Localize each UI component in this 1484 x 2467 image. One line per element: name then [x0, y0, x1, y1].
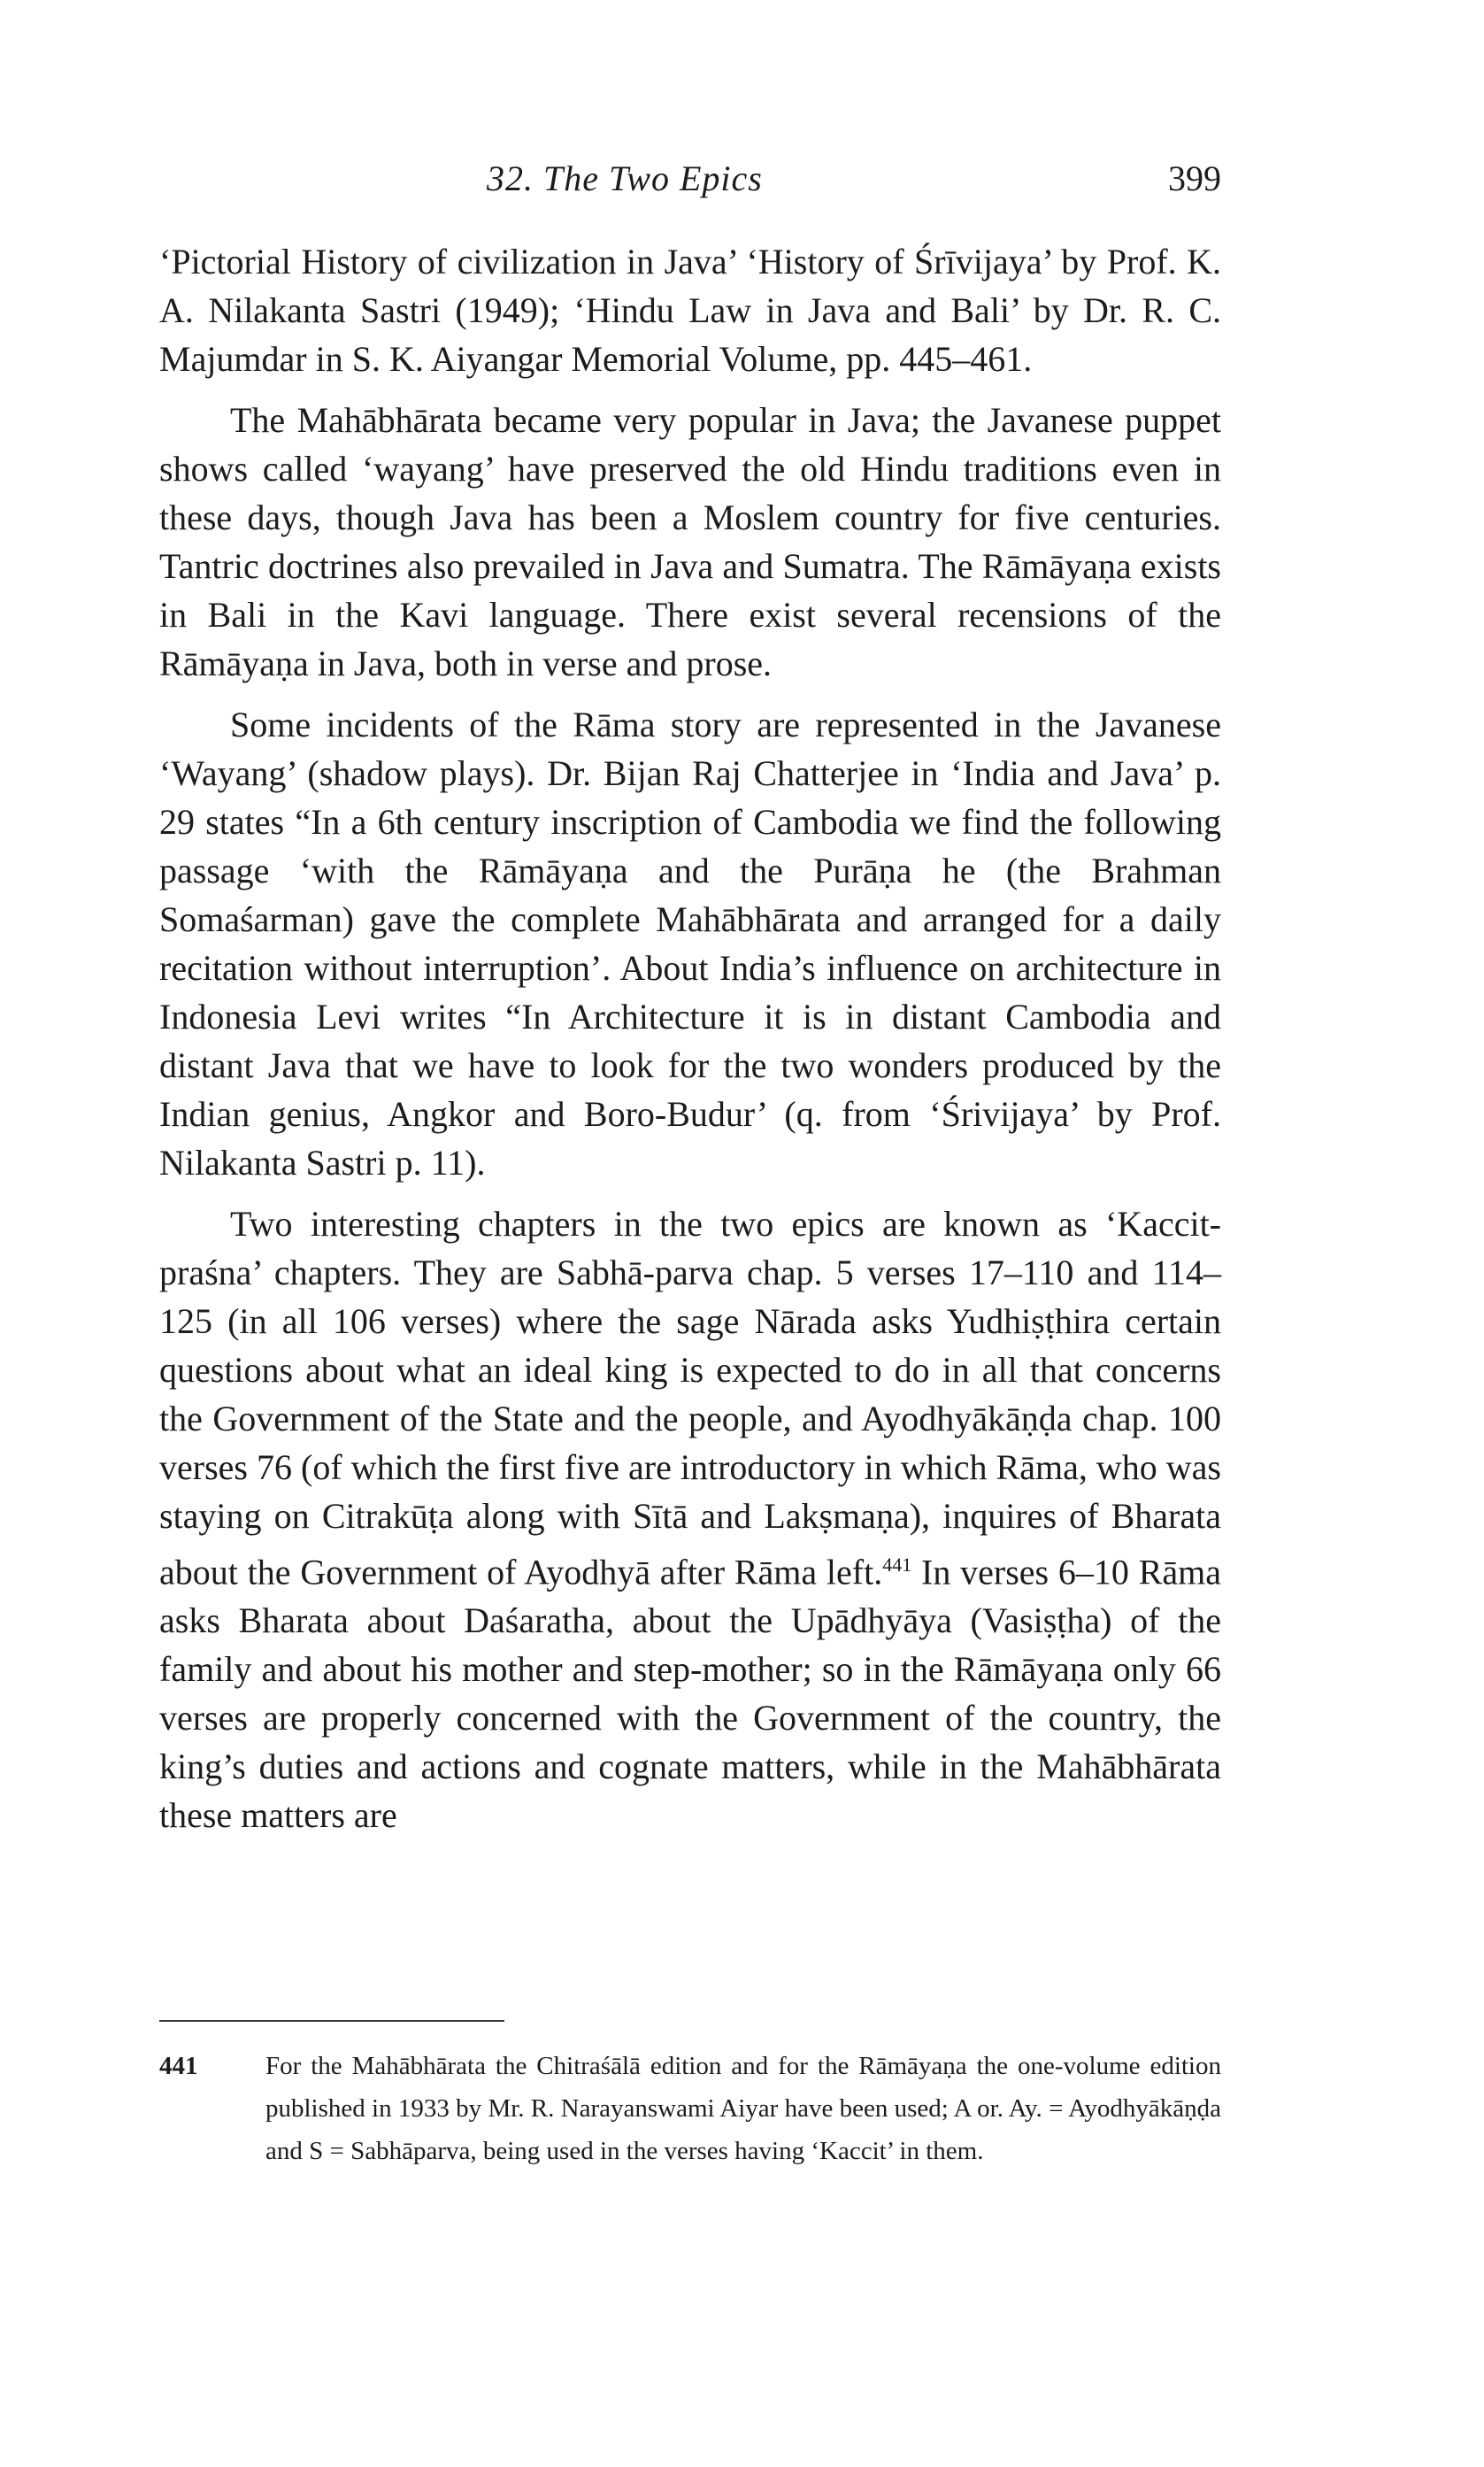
paragraph-4 [159, 1199, 1221, 1839]
running-head [159, 158, 1221, 211]
footnote-divider [159, 2020, 504, 2022]
paragraph-4-continuation: In verses 6–10 Rāma asks Bharata about Daśaratha, about the Upādhyāya (Vasiṣṭha) of the family and about his mother and step-mother; so in the Rāmāyaṇa only 66 verses are properly concerned with the Government of the country, the king’s duties and actions and cognate matters, while in the Mahābhārata these matters are [159, 1552, 1221, 1836]
running-title: 32. The Two Epics [487, 158, 763, 198]
footnote-text: For the Mahābhārata the Chitraśālā edition and for the Rāmāyaṇa the one-volume edition published in 1933 by Mr. R. Narayanswami Aiyar have been used; A or. Ay. = Ayodhyākāṇḍa and S = Sabhāparva, being used in the verses having ‘Kaccit’ in them. [265, 2052, 1221, 2165]
paragraph-4-text: Two interesting chapters in the two epics are known as ‘Kaccit-praśna’ chapters. They are Sabhā-parva chap. 5 verses 17–110 and 114–125 (in all 106 verses) where the sage Nārada asks Yudhiṣṭhira certain questions about what an ideal king is expected to do in all that concerns the Government of the State and the people, and Ayodhyākāṇḍa chap. 100 verses 76 (of which the first five are introductory in which Rāma, who was staying on Citrakūṭa along with Sītā and Lakṣmaṇa), inquires of Bharata about the Government of Ayodhyā after Rāma left. [159, 1204, 1221, 1592]
footnote-reference[interactable]: 441 [882, 1553, 912, 1576]
paragraph-1: ‘Pictorial History of civilization in Java’ ‘History of Śrīvijaya’ by Prof. K. A. Nilakanta Sastri (1949); ‘Hindu Law in Java and Bali’ by Dr. R. C. Majumdar in S. K. Aiyangar Memorial Volume, pp. 445–461. [159, 242, 1221, 379]
body-text [159, 237, 1221, 1852]
paragraph-2: The Mahābhārata became very popular in Java; the Javanese puppet shows called ‘wayang’ have preserved the old Hindu traditions even in these days, though Java has been a Moslem country for five centuries. Tantric doctrines also prevailed in Java and Sumatra. The Rāmāyaṇa exists in Bali in the Kavi language. There exist several recensions of the Rāmāyaṇa in Java, both in verse and prose. [159, 400, 1221, 683]
page-number: 399 [1168, 158, 1221, 198]
paragraph-3: Some incidents of the Rāma story are represented in the Javanese ‘Wayang’ (shadow plays). Dr. Bijan Raj Chatterjee in ‘India and Java’ p. 29 states “In a 6th century inscription of Cambodia we find the following passage ‘with the Rāmāyaṇa and the Purāṇa he (the Brahman Somaśarman) gave the complete Mahābhārata and arranged for a daily recitation without interruption’. About India’s influence on architecture in Indonesia Levi writes “In Architecture it is in distant Cambodia and distant Java that we have to look for the two wonders produced by the Indian genius, Angkor and Boro-Budur’ (q. from ‘Śrivijaya’ by Prof. Nilakanta Sastri p. 11). [159, 705, 1221, 1183]
footnote [159, 2045, 1221, 2172]
footnote-number: 441 [159, 2052, 198, 2080]
